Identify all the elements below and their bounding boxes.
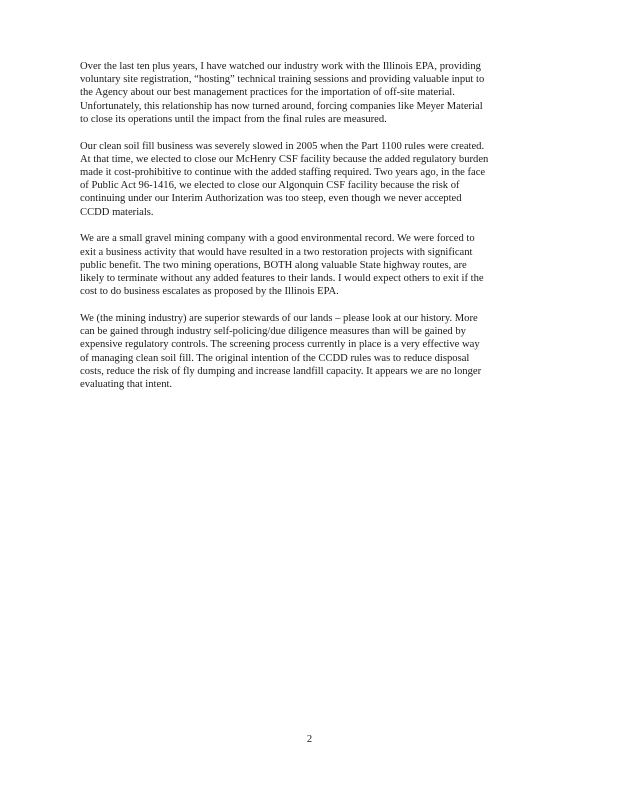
paragraph-gravel-mining bbox=[80, 232, 548, 298]
text-line: likely to terminate without any added features to their lands. I would expect others to exit if the bbox=[80, 273, 484, 285]
text-line: We (the mining industry) are superior stewards of our lands – please look at our history. More bbox=[80, 313, 478, 325]
text-line: costs, reduce the risk of fly dumping and increase landfill capacity. It appears we are no longer bbox=[80, 365, 482, 377]
text-line: voluntary site registration, “hosting” technical training sessions and providing valuable input to bbox=[80, 74, 485, 86]
document-body bbox=[80, 60, 548, 405]
text-line: continuing under our Interim Authorization was too steep, even though we never accepted bbox=[80, 193, 462, 205]
text-line: the Agency about our best management practices for the importation of off-site material. bbox=[80, 87, 455, 99]
text-line: to close its operations until the impact from the final rules are measured. bbox=[80, 113, 387, 125]
text-line: can be gained through industry self-policing/due diligence measures than will be gained by bbox=[80, 326, 466, 338]
text-line: expensive regulatory controls. The screening process currently in place is a very effective way bbox=[80, 339, 480, 351]
text-line: At that time, we elected to close our McHenry CSF facility because the added regulatory burden bbox=[80, 153, 489, 165]
text-line: CCDD materials. bbox=[80, 206, 154, 218]
text-line: of Public Act 96-1416, we elected to close our Algonquin CSF facility because the risk of bbox=[80, 180, 460, 192]
text-line: of managing clean soil fill. The original intention of the CCDD rules was to reduce disposal bbox=[80, 352, 470, 364]
text-line: Over the last ten plus years, I have watched our industry work with the Illinois EPA, providing bbox=[80, 61, 481, 72]
paragraph-stewardship bbox=[80, 312, 548, 391]
text-line: We are a small gravel mining company with a good environmental record. We were forced to bbox=[80, 233, 475, 245]
text-line: Our clean soil fill business was severely slowed in 2005 when the Part 1100 rules were created. bbox=[80, 140, 485, 152]
text-line: Unfortunately, this relationship has now turned around, forcing companies like Meyer Material bbox=[80, 100, 483, 112]
text-line: cost to do business escalates as proposed by the Illinois EPA. bbox=[80, 286, 339, 298]
text-line: public benefit. The two mining operations, BOTH along valuable State highway routes, are bbox=[80, 259, 467, 271]
text-line: evaluating that intent. bbox=[80, 379, 173, 391]
paragraph-clean-soil-fill bbox=[80, 140, 548, 219]
page-number: 2 bbox=[306, 734, 313, 745]
text-line: exit a business activity that would have resulted in a two restoration projects with significant bbox=[80, 246, 473, 258]
paragraph-industry-history bbox=[80, 60, 548, 126]
text-line: made it cost-prohibitive to continue with the added staffing required. Two years ago, in the face bbox=[80, 167, 486, 179]
